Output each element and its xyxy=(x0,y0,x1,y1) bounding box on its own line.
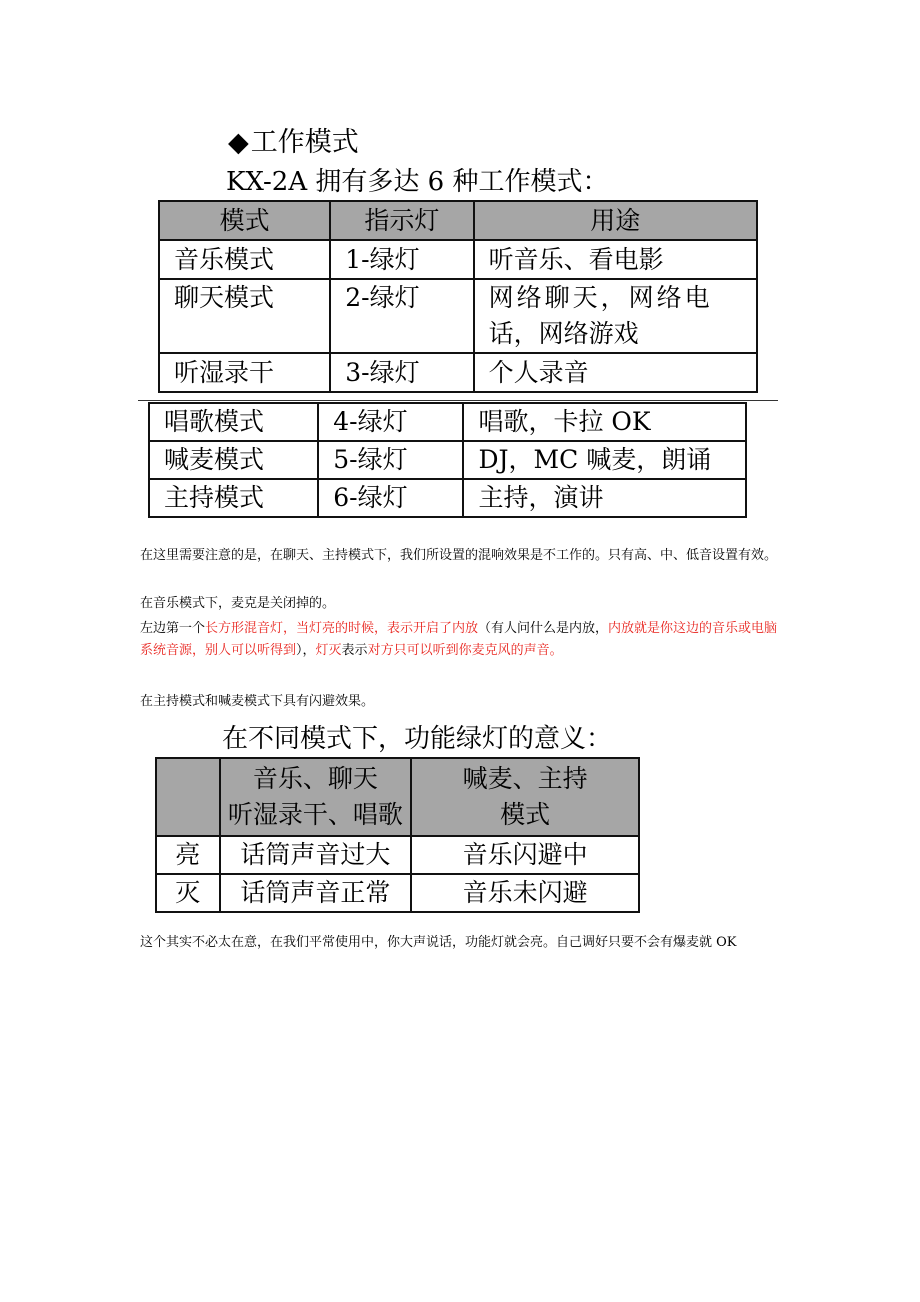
light-cell: 5-绿灯 xyxy=(318,441,463,479)
note-paragraph-4: 在主持模式和喊麦模式下具有闪避效果。 xyxy=(140,694,375,709)
light-cell: 6-绿灯 xyxy=(318,479,463,517)
mode-cell: 音乐模式 xyxy=(159,240,330,279)
header-use: 用途 xyxy=(474,201,757,240)
light-cell: 3-绿灯 xyxy=(330,353,473,392)
note-paragraph-2: 在音乐模式下，麦克是关闭掉的。 xyxy=(140,596,336,611)
table-row xyxy=(159,353,757,392)
heading-text: 工作模式 xyxy=(250,127,359,158)
header-music-chat xyxy=(220,758,412,836)
table-header-row xyxy=(159,201,757,240)
note3-highlight: 内放就是你这边的音乐或电脑系统音源，别人可以听得到 xyxy=(140,621,778,658)
use-cell: 个人录音 xyxy=(474,353,757,392)
table-row xyxy=(156,836,639,874)
use-line: 网络聊天，网络电 xyxy=(488,283,713,312)
table-header-row xyxy=(156,758,639,836)
use-cell: 主持，演讲 xyxy=(463,479,746,517)
divider-line xyxy=(138,400,778,401)
value-cell: 音乐闪避中 xyxy=(411,836,639,874)
table-row xyxy=(159,240,757,279)
header-mode: 模式 xyxy=(159,201,330,240)
light-cell: 2-绿灯 xyxy=(330,279,473,353)
note-paragraph-5: 这个其实不必太在意，在我们平常使用中，你大声说话，功能灯就会亮。自己调好只要不会有爆麦就 OK xyxy=(140,935,737,950)
table-row xyxy=(149,441,746,479)
note3-text: 左边第一个 xyxy=(140,621,206,636)
note3-text: （有人问什么是内放， xyxy=(478,621,609,636)
use-line: 话，网络游戏 xyxy=(488,319,639,348)
section-heading xyxy=(228,126,359,160)
use-cell: DJ，MC 喊麦，朗诵 xyxy=(463,441,746,479)
note3-highlight: 灯灭 xyxy=(315,643,342,658)
table-row xyxy=(159,279,757,353)
state-cell: 灭 xyxy=(156,874,220,912)
modes-table-top xyxy=(158,200,758,393)
header-line: 喊麦、主持 xyxy=(462,764,588,793)
light-cell: 1-绿灯 xyxy=(330,240,473,279)
mode-cell: 聊天模式 xyxy=(159,279,330,353)
note3-text: 表示 xyxy=(341,643,368,658)
note3-text: ）， xyxy=(296,643,316,658)
use-cell xyxy=(474,279,757,353)
note-paragraph-1: 在这里需要注意的是，在聊天、主持模式下，我们所设置的混响效果是不工作的。只有高、中、低音设置有效。 xyxy=(140,548,778,563)
table-row xyxy=(156,874,639,912)
use-cell: 听音乐、看电影 xyxy=(474,240,757,279)
green-light-table-title: 在不同模式下，功能绿灯的意义： xyxy=(222,724,613,754)
note3-highlight: 长方形混音灯，当灯亮的时候，表示开启了内放 xyxy=(205,621,479,636)
header-line: 听湿录干、唱歌 xyxy=(227,800,403,829)
mode-cell: 听湿录干 xyxy=(159,353,330,392)
header-line: 模式 xyxy=(500,800,551,829)
note-paragraph-3 xyxy=(140,618,790,662)
table-row xyxy=(149,403,746,441)
value-cell: 话筒声音正常 xyxy=(220,874,412,912)
use-cell: 唱歌，卡拉 OK xyxy=(463,403,746,441)
modes-table-bottom xyxy=(148,402,747,518)
green-light-table xyxy=(155,757,640,913)
value-cell: 话筒声音过大 xyxy=(220,836,412,874)
table-row xyxy=(149,479,746,517)
note3-highlight: 对方只可以听到你麦克风的声音。 xyxy=(367,643,563,658)
mode-cell: 唱歌模式 xyxy=(149,403,318,441)
header-blank xyxy=(156,758,220,836)
header-line: 音乐、聊天 xyxy=(252,764,378,793)
section-subheading: KX-2A 拥有多达 6 种工作模式： xyxy=(226,167,609,197)
value-cell: 音乐未闪避 xyxy=(411,874,639,912)
state-cell: 亮 xyxy=(156,836,220,874)
diamond-bullet-icon: ◆ xyxy=(228,127,249,158)
header-light: 指示灯 xyxy=(330,201,473,240)
mode-cell: 主持模式 xyxy=(149,479,318,517)
header-shout-host xyxy=(411,758,639,836)
light-cell: 4-绿灯 xyxy=(318,403,463,441)
mode-cell: 喊麦模式 xyxy=(149,441,318,479)
